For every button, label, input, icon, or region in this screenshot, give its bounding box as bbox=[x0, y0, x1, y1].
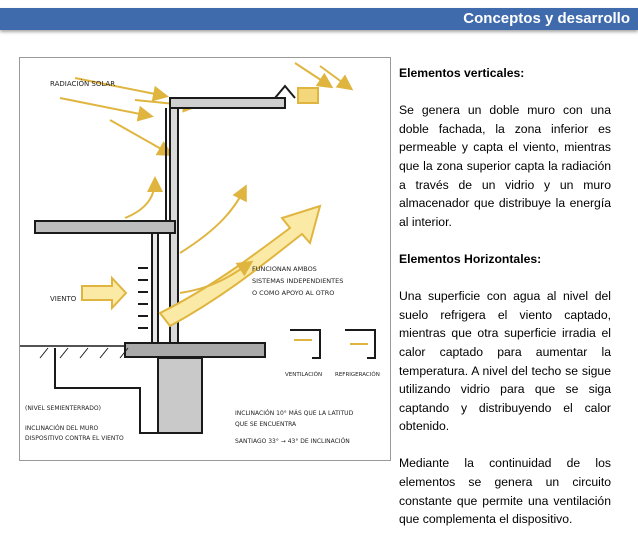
label-ventilacion: VENTILACIÓN bbox=[285, 372, 323, 378]
concept-sketch bbox=[19, 57, 391, 461]
page-title: Conceptos y desarrollo bbox=[463, 10, 630, 27]
label-funcionan-3: O COMO APOYO AL OTRO bbox=[252, 289, 335, 297]
label-radiacion: RADIACIÓN SOLAR bbox=[50, 80, 116, 88]
building-section bbox=[20, 86, 318, 433]
label-funcionan-1: FUNCIONAN AMBOS bbox=[252, 265, 317, 273]
detail-sketches bbox=[290, 330, 375, 358]
label-incl-2: QUE SE ENCUENTRA bbox=[235, 421, 297, 428]
label-refrigeracion: REFRIGERACIÓN bbox=[335, 372, 380, 378]
horizontal-heading: Elementos Horizontales: bbox=[399, 251, 542, 266]
vertical-heading: Elementos verticales: bbox=[399, 66, 525, 80]
vertical-paragraph: Se genera un doble muro con una doble fachada, la zona inferior es permeable y capta el viento, mientras que la zona superior capta la radiación a través de un vidrio y un muro almacenador que distribuye la energía al interior. bbox=[399, 103, 611, 229]
sketch-drawing bbox=[20, 58, 390, 460]
label-viento: VIENTO bbox=[50, 295, 77, 303]
horizontal-paragraph: Una superficie con agua al nivel del suelo refrigera el viento captado, mientras que otra superficie irradia el calor captado para aumentar la temperatura. A nivel del techo se sigue utilizando vidrio para que se siga captando y distribuyendo el calor obtenido. bbox=[399, 289, 611, 434]
conclusion-paragraph: Mediante la continuidad de los elementos se genera un circuito constante que permite una ventilación que complementa el dispositivo. bbox=[399, 456, 611, 527]
label-incl-3: SANTIAGO 33° → 43° DE INCLINACIÓN bbox=[235, 438, 350, 445]
label-funcionan-2: SISTEMAS INDEPENDIENTES bbox=[252, 277, 344, 285]
label-nivel-1: (NIVEL SEMIENTERRADO) bbox=[25, 405, 101, 412]
label-incl-1: INCLINACIÓN 10° MÁS QUE LA LATITUD bbox=[235, 410, 354, 417]
label-nivel-2: INCLINACIÓN DEL MURO bbox=[25, 425, 99, 432]
label-nivel-3: DISPOSITIVO CONTRA EL VIENTO bbox=[25, 435, 124, 442]
concept-text bbox=[399, 64, 611, 547]
title-bar bbox=[0, 8, 638, 30]
